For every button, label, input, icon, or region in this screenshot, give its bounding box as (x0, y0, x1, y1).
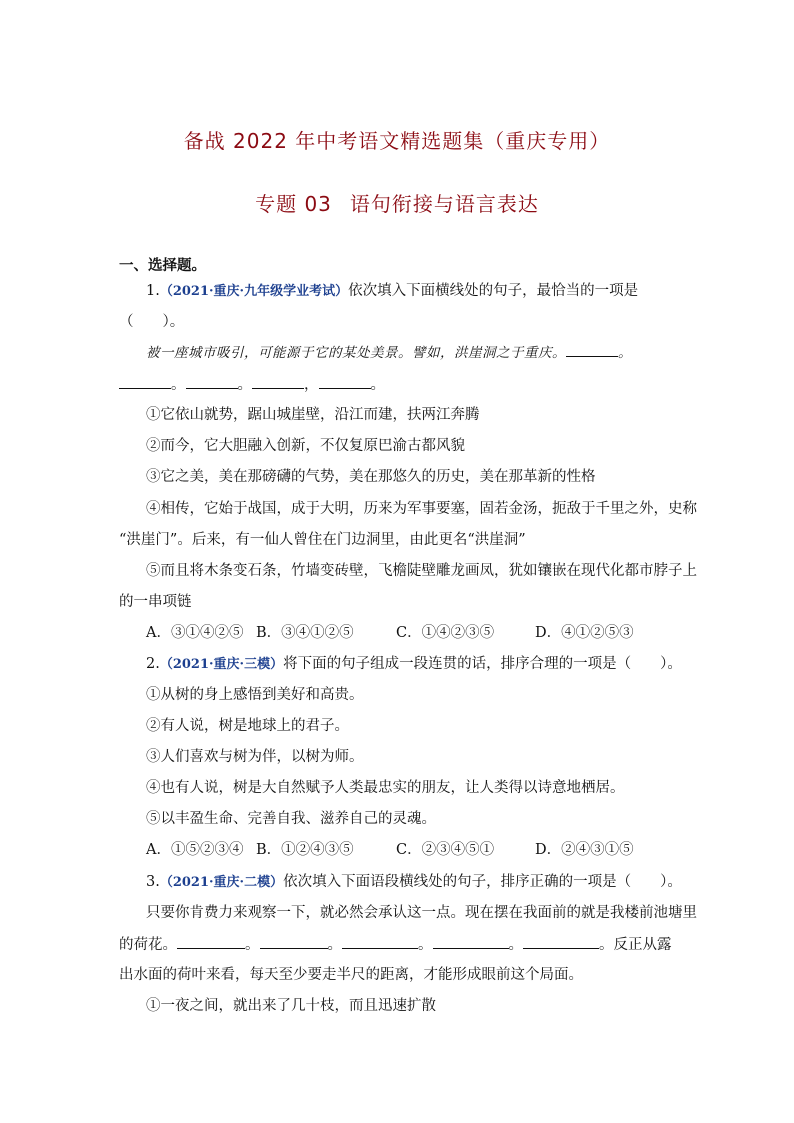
q2-sentence-3: ③人们喜欢与树为伴，以树为师。 (146, 749, 364, 765)
q2-sentence-5: ⑤以丰盈生命、完善自我、滋养自己的灵魂。 (146, 811, 436, 827)
q3-sentence-1: ①一夜之间，就出来了几十枝，而且迅速扩散 (146, 998, 436, 1014)
answer-blank (119, 374, 171, 389)
answer-blank (319, 374, 371, 389)
q1-passage-text: 被一座城市吸引，可能源于它的某处美景。譬如，洪崖洞之于重庆。 (146, 345, 566, 361)
q3-number: 3. (146, 874, 160, 890)
document-subtitle (0, 188, 794, 217)
answer-blank (252, 374, 304, 389)
q1-options (146, 623, 706, 643)
q3-passage-line1: 只要你肯费力来观察一下，就必然会承认这一点。现在摆在我面前的就是我楼前池塘里 (146, 905, 697, 921)
q3-source: （2021·重庆·二模） (159, 875, 284, 890)
topic-name: 语句衔接与语言表达 (349, 192, 539, 216)
q2-stem: 将下面的句子组成一段连贯的话，排序合理的一项是（ ）。 (283, 656, 682, 672)
document-title: 备战 2022 年中考语文精选题集（重庆专用） (183, 129, 611, 153)
answer-blank (186, 374, 238, 389)
q1-stem: 依次填入下面横线处的句子，最恰当的一项是 (348, 283, 639, 299)
q1-sentence-5b: 的一串项链 (119, 594, 192, 610)
answer-blank (342, 934, 418, 949)
q2-number: 2. (146, 656, 160, 672)
q3-stem: 依次填入下面语段横线处的句子，排序正确的一项是（ ）。 (283, 874, 682, 890)
q3-passage-line2: 的荷花。 。 。 。 。 。反正从露 (119, 934, 679, 955)
q1-number: 1. (146, 283, 160, 299)
q2-option-a[interactable]: A．①⑤②③④ (146, 842, 244, 858)
answer-blank (177, 934, 245, 949)
q2-header (146, 654, 706, 675)
q2-sentence-2: ②有人说，树是地球上的君子。 (146, 718, 349, 734)
q1-sentence-4a: ④相传，它始于战国，成于大明，历来为军事要塞，固若金汤，扼敌于千里之外，史称 (146, 501, 697, 517)
q1-source: （2021·重庆·九年级学业考试） (159, 284, 349, 299)
q1-sentence-2: ②而今，它大胆融入创新，不仅复原巴渝古都风貌 (146, 438, 465, 454)
q3-header (146, 872, 706, 893)
q1-option-c[interactable]: C．①④②③⑤ (396, 625, 495, 641)
q3-passage-tail: 。反正从露 (599, 937, 672, 953)
answer-blank (566, 342, 618, 357)
q2-sentence-1: ①从树的身上感悟到美好和高贵。 (146, 687, 364, 703)
q3-passage-line3: 出水面的荷叶来看，每天至少要走半尺的距离，才能形成眼前这个局面。 (119, 967, 583, 983)
q2-source: （2021·重庆·三模） (159, 657, 284, 672)
q2-option-b[interactable]: B．①②④③⑤ (256, 842, 354, 858)
q1-option-b[interactable]: B．③④①②⑤ (256, 625, 354, 641)
q1-option-a[interactable]: A．③①④②⑤ (146, 625, 244, 641)
answer-blank (260, 934, 328, 949)
q2-option-c[interactable]: C．②③④⑤① (396, 842, 495, 858)
q2-sentence-4: ④也有人说，树是大自然赋予人类最忠实的朋友，让人类得以诗意地栖居。 (146, 780, 625, 796)
q1-sentence-5a: ⑤而且将木条变石条，竹墙变砖壁，飞檐陡壁雕龙画凤，犹如镶嵌在现代化都市脖子上 (146, 563, 697, 579)
topic-number: 专题 03 (255, 192, 332, 216)
q1-option-d[interactable]: D．④①②⑤③ (535, 625, 634, 641)
q1-passage-line2: 。 。 ， 。 (119, 374, 679, 395)
q2-options (146, 840, 706, 860)
q1-header (146, 281, 706, 302)
q1-paren: （ ）。 (119, 314, 185, 330)
q1-sentence-4b: “洪崖门”。后来，有一仙人曾住在门边洞里，由此更名“洪崖洞” (119, 532, 526, 548)
q1-sentence-1: ①它依山就势，踞山城崖壁，沿江而建，扶两江奔腾 (146, 407, 480, 423)
answer-blank (433, 934, 509, 949)
q1-passage-line1: 被一座城市吸引，可能源于它的某处美景。譬如，洪崖洞之于重庆。 。 (146, 342, 706, 363)
q1-sentence-3: ③它之美，美在那磅礴的气势，美在那悠久的历史，美在那革新的性格 (146, 469, 596, 485)
q2-option-d[interactable]: D．②④③①⑤ (535, 842, 634, 858)
section-heading: 一、选择题。 (119, 257, 206, 274)
answer-blank (523, 934, 599, 949)
q3-passage-text: 的荷花。 (119, 937, 177, 953)
